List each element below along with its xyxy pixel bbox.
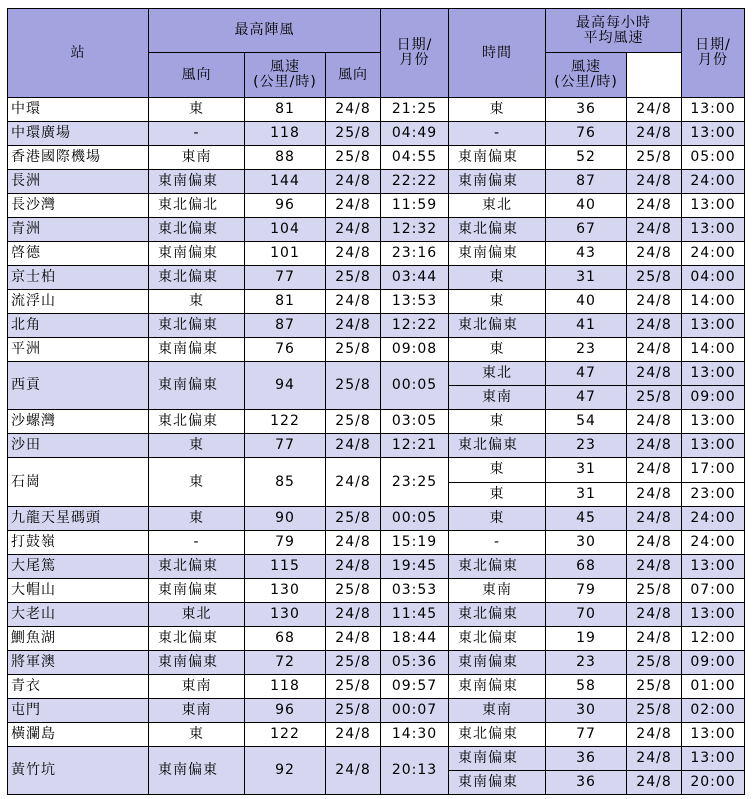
hourly-speed: 23 — [546, 338, 627, 362]
header-hourly-speed-line1: 風速 — [571, 59, 602, 75]
gust-direction: 東南 — [149, 674, 245, 698]
hourly-time: 09:00 — [682, 650, 745, 674]
gust-speed: 94 — [245, 362, 326, 410]
hourly-time: 24:00 — [682, 242, 745, 266]
hourly-direction: 東南偏東 — [449, 770, 546, 794]
table-row — [8, 338, 745, 362]
header-gust-date-line1: 日期/ — [396, 37, 433, 53]
hourly-date: 24/8 — [627, 506, 682, 530]
hourly-speed: 40 — [546, 194, 627, 218]
table-row — [8, 458, 745, 482]
header-gust-speed-line1: 風速 — [270, 59, 300, 75]
station-name: 九龍天星碼頭 — [8, 506, 149, 530]
gust-direction: 東南偏東 — [149, 170, 245, 194]
hourly-direction: 東北偏東 — [449, 602, 546, 626]
gust-direction: - — [149, 122, 245, 146]
hourly-time: 13:00 — [682, 122, 745, 146]
hourly-date: 24/8 — [627, 722, 682, 746]
gust-date: 25/8 — [326, 362, 381, 410]
hourly-direction: 東 — [449, 338, 546, 362]
table-body — [8, 98, 745, 795]
hourly-time: 13:00 — [682, 746, 745, 770]
table-row — [8, 290, 745, 314]
gust-speed: 87 — [245, 314, 326, 338]
gust-date: 24/8 — [326, 194, 381, 218]
gust-direction: 東南 — [149, 698, 245, 722]
gust-time: 11:59 — [381, 194, 449, 218]
gust-date: 24/8 — [326, 722, 381, 746]
station-name: 打鼓嶺 — [8, 530, 149, 554]
table-row — [8, 242, 745, 266]
gust-date: 24/8 — [326, 242, 381, 266]
hourly-speed: 30 — [546, 698, 627, 722]
gust-speed: 85 — [245, 458, 326, 506]
gust-direction: 東南偏東 — [149, 578, 245, 602]
hourly-time: 07:00 — [682, 578, 745, 602]
hourly-speed: 43 — [546, 242, 627, 266]
hourly-direction: 東北偏東 — [449, 722, 546, 746]
station-name: 青衣 — [8, 674, 149, 698]
hourly-speed: 47 — [546, 386, 627, 410]
gust-direction: 東 — [149, 434, 245, 458]
hourly-date: 24/8 — [627, 362, 682, 386]
hourly-direction: 東南偏東 — [449, 146, 546, 170]
hourly-date: 24/8 — [627, 554, 682, 578]
gust-time: 03:44 — [381, 266, 449, 290]
hourly-date: 24/8 — [627, 194, 682, 218]
hourly-speed: 23 — [546, 434, 627, 458]
hourly-direction: 東 — [449, 266, 546, 290]
header-gust-speed-line2: (公里/時) — [253, 74, 317, 90]
hourly-date: 24/8 — [627, 626, 682, 650]
gust-date: 24/8 — [326, 554, 381, 578]
gust-speed: 96 — [245, 194, 326, 218]
gust-time: 14:30 — [381, 722, 449, 746]
station-name: 香港國際機場 — [8, 146, 149, 170]
station-name: 橫瀾島 — [8, 722, 149, 746]
gust-date: 24/8 — [326, 626, 381, 650]
hourly-time: 13:00 — [682, 434, 745, 458]
table-row — [8, 626, 745, 650]
hourly-direction: - — [449, 122, 546, 146]
hourly-speed: 30 — [546, 530, 627, 554]
hourly-speed: 47 — [546, 362, 627, 386]
gust-direction: 東南偏東 — [149, 650, 245, 674]
hourly-time: 05:00 — [682, 146, 745, 170]
table-row — [8, 362, 745, 386]
station-name: 平洲 — [8, 338, 149, 362]
station-name: 長沙灣 — [8, 194, 149, 218]
header-gust-time: 時間 — [449, 9, 546, 98]
hourly-time: 24:00 — [682, 506, 745, 530]
station-name: 中環廣場 — [8, 122, 149, 146]
hourly-date: 24/8 — [627, 98, 682, 122]
header-station: 站 — [8, 9, 149, 98]
gust-date: 24/8 — [326, 530, 381, 554]
gust-speed: 79 — [245, 530, 326, 554]
wind-data-table — [7, 8, 745, 795]
table-row — [8, 314, 745, 338]
hourly-direction: 東北 — [449, 194, 546, 218]
gust-time: 13:53 — [381, 290, 449, 314]
station-name: 大帽山 — [8, 578, 149, 602]
gust-date: 25/8 — [326, 650, 381, 674]
hourly-speed: 67 — [546, 218, 627, 242]
hourly-direction: 東南偏東 — [449, 746, 546, 770]
gust-date: 24/8 — [326, 746, 381, 794]
hourly-speed: 36 — [546, 746, 627, 770]
gust-speed: 81 — [245, 98, 326, 122]
hourly-time: 13:00 — [682, 722, 745, 746]
header-hourly-date-line2: 月份 — [698, 52, 729, 68]
gust-speed: 130 — [245, 578, 326, 602]
gust-time: 03:53 — [381, 578, 449, 602]
hourly-speed: 31 — [546, 482, 627, 506]
hourly-date: 24/8 — [627, 122, 682, 146]
header-gust-date-line2: 月份 — [399, 52, 430, 68]
hourly-date: 24/8 — [627, 410, 682, 434]
gust-speed: 118 — [245, 674, 326, 698]
hourly-direction: 東北 — [449, 362, 546, 386]
gust-date: 25/8 — [326, 338, 381, 362]
hourly-speed: 23 — [546, 650, 627, 674]
table-row — [8, 578, 745, 602]
hourly-time: 23:00 — [682, 482, 745, 506]
table-row — [8, 698, 745, 722]
hourly-date: 24/8 — [627, 530, 682, 554]
gust-direction: 東南偏東 — [149, 362, 245, 410]
station-name: 屯門 — [8, 698, 149, 722]
gust-direction: 東北偏東 — [149, 266, 245, 290]
hourly-date: 24/8 — [627, 290, 682, 314]
gust-direction: 東 — [149, 290, 245, 314]
hourly-speed: 45 — [546, 506, 627, 530]
header-max-hourly — [546, 9, 682, 53]
header-gust-direction: 風向 — [149, 53, 245, 98]
hourly-speed: 70 — [546, 602, 627, 626]
gust-speed: 90 — [245, 506, 326, 530]
table-row — [8, 170, 745, 194]
station-name: 大尾篤 — [8, 554, 149, 578]
gust-date: 25/8 — [326, 122, 381, 146]
station-name: 沙田 — [8, 434, 149, 458]
table-row — [8, 506, 745, 530]
hourly-speed: 31 — [546, 266, 627, 290]
gust-time: 04:55 — [381, 146, 449, 170]
gust-speed: 76 — [245, 338, 326, 362]
gust-direction: 東北偏北 — [149, 194, 245, 218]
gust-time: 20:13 — [381, 746, 449, 794]
gust-speed: 122 — [245, 410, 326, 434]
gust-date: 24/8 — [326, 458, 381, 506]
hourly-date: 24/8 — [627, 770, 682, 794]
table-header — [8, 9, 745, 98]
station-name: 鰂魚湖 — [8, 626, 149, 650]
hourly-date: 25/8 — [627, 266, 682, 290]
header-max-gust: 最高陣風 — [149, 9, 381, 53]
hourly-direction: 東 — [449, 506, 546, 530]
hourly-date: 24/8 — [627, 602, 682, 626]
hourly-date: 24/8 — [627, 242, 682, 266]
hourly-speed: 54 — [546, 410, 627, 434]
station-name: 北角 — [8, 314, 149, 338]
header-hourly-date-line1: 日期/ — [695, 37, 731, 53]
gust-speed: 81 — [245, 290, 326, 314]
hourly-direction: 東北偏東 — [449, 218, 546, 242]
hourly-time: 13:00 — [682, 602, 745, 626]
gust-time: 21:25 — [381, 98, 449, 122]
gust-speed: 115 — [245, 554, 326, 578]
station-name: 中環 — [8, 98, 149, 122]
gust-time: 00:07 — [381, 698, 449, 722]
hourly-direction: 東南偏東 — [449, 674, 546, 698]
hourly-direction: 東 — [449, 482, 546, 506]
header-hourly-date — [682, 9, 745, 98]
gust-date: 25/8 — [326, 674, 381, 698]
hourly-time: 24:00 — [682, 530, 745, 554]
hourly-direction: 東 — [449, 98, 546, 122]
hourly-speed: 41 — [546, 314, 627, 338]
hourly-date: 24/8 — [627, 170, 682, 194]
hourly-date: 25/8 — [627, 386, 682, 410]
gust-speed: 144 — [245, 170, 326, 194]
hourly-date: 25/8 — [627, 698, 682, 722]
hourly-speed: 77 — [546, 722, 627, 746]
gust-speed: 104 — [245, 218, 326, 242]
hourly-direction: 東南 — [449, 698, 546, 722]
gust-direction: 東北偏東 — [149, 554, 245, 578]
gust-time: 00:05 — [381, 362, 449, 410]
hourly-time: 14:00 — [682, 338, 745, 362]
hourly-direction: 東南偏東 — [449, 650, 546, 674]
hourly-date: 25/8 — [627, 146, 682, 170]
gust-speed: 118 — [245, 122, 326, 146]
hourly-speed: 79 — [546, 578, 627, 602]
table-row — [8, 530, 745, 554]
hourly-direction: 東南 — [449, 578, 546, 602]
hourly-time: 13:00 — [682, 554, 745, 578]
gust-date: 25/8 — [326, 698, 381, 722]
hourly-date: 24/8 — [627, 218, 682, 242]
hourly-direction: - — [449, 530, 546, 554]
gust-direction: 東南偏東 — [149, 338, 245, 362]
gust-date: 25/8 — [326, 506, 381, 530]
hourly-time: 14:00 — [682, 290, 745, 314]
hourly-date: 24/8 — [627, 458, 682, 482]
header-gust-date — [381, 9, 449, 98]
gust-time: 18:44 — [381, 626, 449, 650]
hourly-speed: 68 — [546, 554, 627, 578]
gust-date: 24/8 — [326, 218, 381, 242]
gust-direction: 東 — [149, 506, 245, 530]
hourly-time: 13:00 — [682, 410, 745, 434]
hourly-time: 13:00 — [682, 362, 745, 386]
gust-time: 23:16 — [381, 242, 449, 266]
gust-direction: 東北偏東 — [149, 410, 245, 434]
table-row — [8, 674, 745, 698]
station-name: 石崗 — [8, 458, 149, 506]
station-name: 啓德 — [8, 242, 149, 266]
gust-time: 19:45 — [381, 554, 449, 578]
hourly-speed: 40 — [546, 290, 627, 314]
hourly-time: 04:00 — [682, 266, 745, 290]
hourly-direction: 東南偏東 — [449, 242, 546, 266]
gust-date: 24/8 — [326, 170, 381, 194]
hourly-date: 25/8 — [627, 578, 682, 602]
table-row — [8, 434, 745, 458]
hourly-date: 25/8 — [627, 650, 682, 674]
hourly-time: 24:00 — [682, 170, 745, 194]
gust-time: 09:57 — [381, 674, 449, 698]
gust-date: 24/8 — [326, 314, 381, 338]
gust-direction: 東北偏東 — [149, 314, 245, 338]
hourly-time: 13:00 — [682, 98, 745, 122]
gust-date: 25/8 — [326, 266, 381, 290]
station-name: 流浮山 — [8, 290, 149, 314]
hourly-speed: 36 — [546, 770, 627, 794]
gust-date: 24/8 — [326, 290, 381, 314]
gust-time: 04:49 — [381, 122, 449, 146]
hourly-time: 13:00 — [682, 314, 745, 338]
gust-date: 25/8 — [326, 410, 381, 434]
gust-time: 11:45 — [381, 602, 449, 626]
gust-date: 25/8 — [326, 578, 381, 602]
gust-time: 12:32 — [381, 218, 449, 242]
gust-speed: 130 — [245, 602, 326, 626]
gust-speed: 88 — [245, 146, 326, 170]
gust-direction: - — [149, 530, 245, 554]
gust-speed: 77 — [245, 266, 326, 290]
hourly-time: 20:00 — [682, 770, 745, 794]
hourly-date: 24/8 — [627, 434, 682, 458]
gust-direction: 東北偏東 — [149, 626, 245, 650]
station-name: 京士柏 — [8, 266, 149, 290]
gust-direction: 東南偏東 — [149, 746, 245, 794]
hourly-direction: 東 — [449, 458, 546, 482]
table-row — [8, 194, 745, 218]
hourly-date: 25/8 — [627, 674, 682, 698]
gust-direction: 東南偏東 — [149, 242, 245, 266]
gust-time: 23:25 — [381, 458, 449, 506]
gust-direction: 東 — [149, 458, 245, 506]
gust-date: 24/8 — [326, 98, 381, 122]
gust-time: 15:19 — [381, 530, 449, 554]
hourly-time: 09:00 — [682, 386, 745, 410]
hourly-time: 13:00 — [682, 218, 745, 242]
table-row — [8, 746, 745, 770]
hourly-direction: 東北偏東 — [449, 314, 546, 338]
gust-direction: 東南 — [149, 146, 245, 170]
hourly-speed: 76 — [546, 122, 627, 146]
hourly-speed: 52 — [546, 146, 627, 170]
gust-speed: 72 — [245, 650, 326, 674]
gust-direction: 東 — [149, 98, 245, 122]
table-row — [8, 602, 745, 626]
hourly-direction: 東南偏東 — [449, 170, 546, 194]
gust-time: 00:05 — [381, 506, 449, 530]
hourly-date: 24/8 — [627, 314, 682, 338]
table-row — [8, 98, 745, 122]
hourly-date: 24/8 — [627, 746, 682, 770]
hourly-speed: 87 — [546, 170, 627, 194]
gust-speed: 92 — [245, 746, 326, 794]
hourly-time: 02:00 — [682, 698, 745, 722]
table-row — [8, 410, 745, 434]
gust-time: 03:05 — [381, 410, 449, 434]
hourly-time: 13:00 — [682, 194, 745, 218]
hourly-date: 24/8 — [627, 338, 682, 362]
hourly-direction: 東北偏東 — [449, 554, 546, 578]
hourly-time: 17:00 — [682, 458, 745, 482]
gust-time: 12:21 — [381, 434, 449, 458]
hourly-time: 12:00 — [682, 626, 745, 650]
gust-direction: 東北 — [149, 602, 245, 626]
gust-date: 24/8 — [326, 602, 381, 626]
gust-date: 24/8 — [326, 434, 381, 458]
gust-direction: 東北偏東 — [149, 218, 245, 242]
header-max-hourly-line2: 平均風速 — [583, 29, 644, 46]
hourly-direction: 東北偏東 — [449, 626, 546, 650]
station-name: 西貢 — [8, 362, 149, 410]
table-row — [8, 722, 745, 746]
hourly-direction: 東 — [449, 410, 546, 434]
station-name: 黃竹坑 — [8, 746, 149, 794]
hourly-direction: 東 — [449, 290, 546, 314]
gust-time: 12:22 — [381, 314, 449, 338]
header-hourly-speed — [546, 53, 627, 98]
table-row — [8, 218, 745, 242]
gust-speed: 96 — [245, 698, 326, 722]
gust-speed: 122 — [245, 722, 326, 746]
station-name: 大老山 — [8, 602, 149, 626]
gust-direction: 東 — [149, 722, 245, 746]
hourly-direction: 東南 — [449, 386, 546, 410]
hourly-speed: 36 — [546, 98, 627, 122]
hourly-speed: 58 — [546, 674, 627, 698]
station-name: 沙螺灣 — [8, 410, 149, 434]
hourly-direction: 東北偏東 — [449, 434, 546, 458]
station-name: 青洲 — [8, 218, 149, 242]
hourly-time: 01:00 — [682, 674, 745, 698]
hourly-date: 24/8 — [627, 482, 682, 506]
gust-speed: 68 — [245, 626, 326, 650]
gust-date: 25/8 — [326, 146, 381, 170]
station-name: 將軍澳 — [8, 650, 149, 674]
gust-time: 22:22 — [381, 170, 449, 194]
table-row — [8, 266, 745, 290]
table-row — [8, 146, 745, 170]
station-name: 長洲 — [8, 170, 149, 194]
table-row — [8, 554, 745, 578]
header-max-hourly-line1: 最高每小時 — [576, 14, 652, 31]
gust-speed: 101 — [245, 242, 326, 266]
gust-time: 05:36 — [381, 650, 449, 674]
hourly-speed: 19 — [546, 626, 627, 650]
hourly-speed: 31 — [546, 458, 627, 482]
gust-speed: 77 — [245, 434, 326, 458]
header-hourly-direction: 風向 — [326, 53, 381, 98]
header-hourly-speed-line2: (公里/時) — [554, 74, 618, 90]
gust-time: 09:08 — [381, 338, 449, 362]
table-row — [8, 650, 745, 674]
header-gust-speed — [245, 53, 326, 98]
table-row — [8, 122, 745, 146]
